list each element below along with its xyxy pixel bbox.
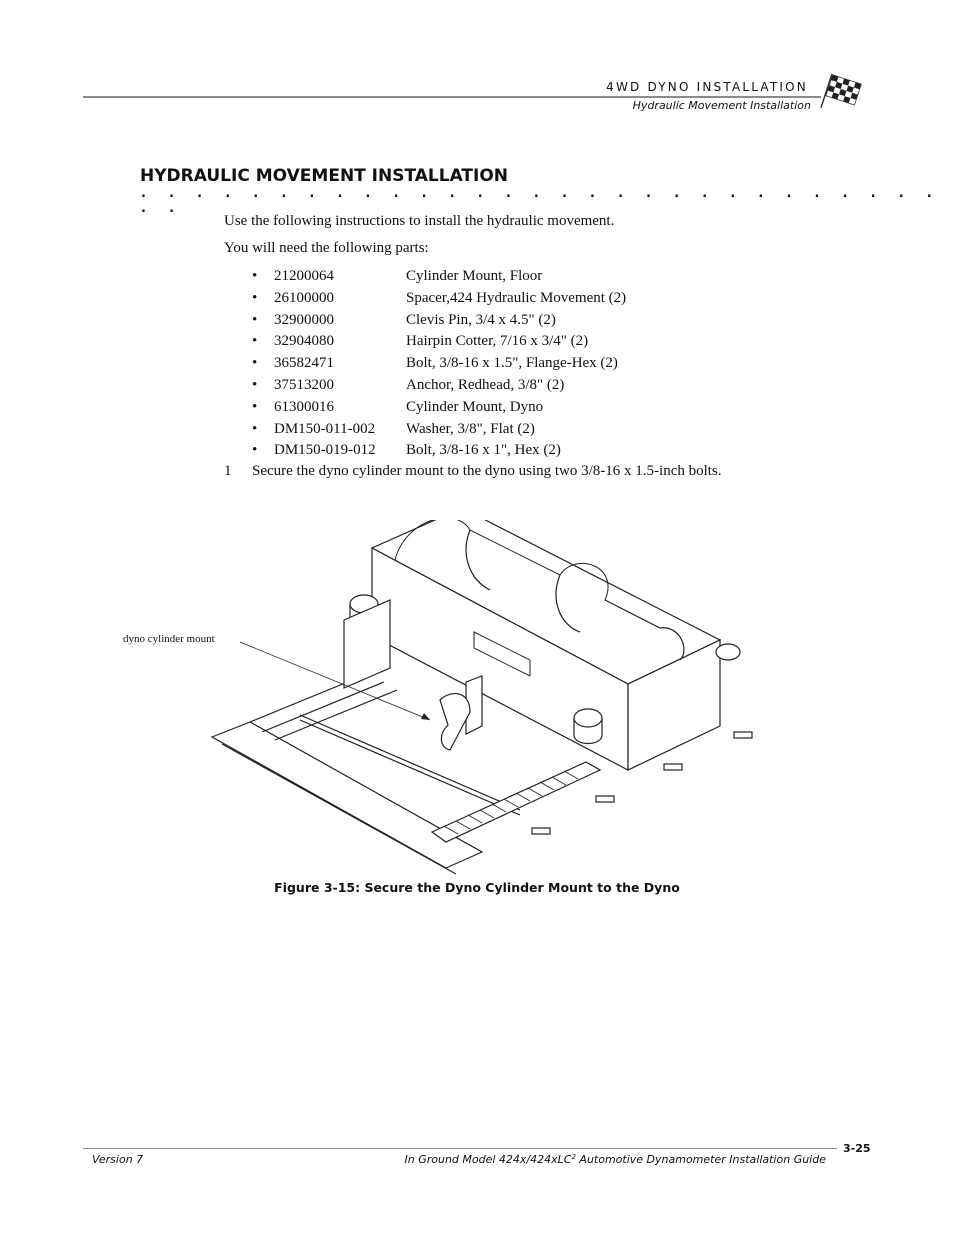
part-number: 21200064 (274, 268, 334, 284)
part-description: Washer, 3/8", Flat (2) (406, 420, 535, 437)
step-number: 1 (224, 463, 232, 479)
figure-callout: dyno cylinder mount (123, 633, 215, 645)
part-description: Bolt, 3/8-16 x 1", Hex (2) (406, 442, 561, 459)
section-dotted-rule: . . . . . . . . . . . . . . . . . . . . . . . . . . . . . . . (141, 186, 942, 216)
part-description: Bolt, 3/8-16 x 1.5", Flange-Hex (2) (406, 355, 618, 372)
bullet: • (252, 355, 258, 372)
part-number: DM150-019-012 (274, 442, 376, 459)
bullet: • (252, 311, 258, 328)
part-description: Hairpin Cotter, 7/16 x 3/4" (2) (406, 333, 589, 350)
section-title: HYDRAULIC MOVEMENT INSTALLATION (140, 166, 509, 186)
part-description: Cylinder Mount, Dyno (406, 398, 544, 415)
parts-intro: You will need the following parts: (224, 240, 429, 256)
part-number: 32904080 (274, 333, 334, 350)
footer-title-superscript: 2 (571, 1153, 576, 1161)
header-rule (83, 96, 821, 98)
footer-document-title (404, 1153, 826, 1166)
part-description: Clevis Pin, 3/4 x 4.5" (2) (406, 311, 556, 328)
bullet: • (252, 268, 258, 284)
dyno-illustration (120, 520, 770, 880)
intro-paragraph: Use the following instructions to install the hydraulic movement. (224, 213, 615, 229)
footer-rule (83, 1148, 837, 1149)
bullet: • (252, 442, 258, 459)
footer-version: Version 7 (92, 1153, 144, 1166)
bullet: • (252, 376, 258, 393)
header-chapter-title: 4WD DYNO INSTALLATION (606, 80, 808, 94)
header-section-title: Hydraulic Movement Installation (632, 99, 811, 112)
part-description: Anchor, Redhead, 3/8" (2) (406, 376, 565, 393)
part-description: Spacer,424 Hydraulic Movement (2) (406, 289, 627, 306)
part-number: 37513200 (274, 376, 334, 393)
part-number: 32900000 (274, 311, 334, 328)
figure-caption: Figure 3-15: Secure the Dyno Cylinder Mount to the Dyno (274, 880, 680, 895)
page-number: 3-25 (843, 1142, 871, 1155)
part-number: DM150-011-002 (274, 420, 376, 437)
bullet: • (252, 420, 258, 437)
footer-title-rest: Automotive Dynamometer Installation Guide (575, 1153, 826, 1166)
part-number: 61300016 (274, 398, 334, 415)
step-text: Secure the dyno cylinder mount to the dyno using two 3/8-16 x 1.5-inch bolts. (252, 463, 722, 479)
part-number: 36582471 (274, 355, 334, 372)
bullet: • (252, 398, 258, 415)
part-description: Cylinder Mount, Floor (406, 268, 543, 284)
part-number: 26100000 (274, 289, 334, 306)
bullet: • (252, 289, 258, 306)
bullet: • (252, 333, 258, 350)
footer-title-main: In Ground Model 424x/424xLC (404, 1153, 572, 1166)
checkered-flag-icon (820, 74, 866, 116)
